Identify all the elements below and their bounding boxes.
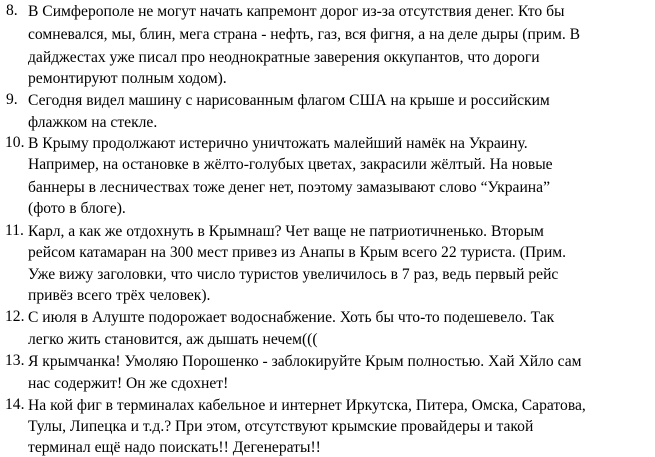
list-item-number: 13. bbox=[5, 352, 25, 369]
list-item-number: 14. bbox=[5, 396, 25, 413]
list-item-text-line: Карл, а как же отдохнуть в Крымнаш? Чет ваще не патриотичненько. Вторым bbox=[28, 223, 544, 240]
list-item-text-line: Сегодня видел машину с нарисованным флагом США на крыше и российским bbox=[28, 92, 550, 109]
list-item-text-line: ремонтируют полным ходом). bbox=[28, 70, 227, 87]
list-item-text-line: баннеры в лесничествах тоже денег нет, поэтому замазывают слово “Украина” bbox=[28, 179, 550, 196]
list-item-number: 10. bbox=[5, 134, 25, 151]
list-item-text-line: В Крыму продолжают истерично уничтожать малейший намёк на Украину. bbox=[28, 135, 528, 152]
list-item-text-line: легко жить становится, аж дышать нечем((( bbox=[28, 331, 318, 348]
list-item-text-line: сомневался, мы, блин, мега страна - нефть, газ, вся фигня, а на деле дыры (прим. В bbox=[28, 26, 581, 43]
list-item-text-line: терминал ещё надо поискать!! Дегенераты!! bbox=[28, 439, 321, 456]
list-item-text-line: С июля в Алуште подорожает водоснабжение. Хоть бы что-то подешевело. Так bbox=[28, 309, 555, 326]
list-item-number: 9. bbox=[6, 91, 18, 108]
list-item-number: 11. bbox=[5, 222, 24, 239]
list-item-text-line: привёз всего трёх человек). bbox=[28, 287, 211, 304]
list-item-text-line: флажком на стекле. bbox=[28, 114, 158, 131]
list-item-text-line: дайджестах уже писал про неоднократные заверения оккупантов, что дороги bbox=[28, 49, 540, 66]
list-item-text-line: Например, на остановке в жёлто-голубых цветах, закрасили жёлтый. На новые bbox=[28, 156, 553, 173]
list-item-text-line: (фото в блоге). bbox=[28, 200, 126, 217]
list-item-text-line: Тулы, Липецка и т.д.? При этом, отсутствуют крымские провайдеры и такой bbox=[28, 418, 534, 435]
list-item-text-line: рейсом катамаран на 300 мест привез из Анапы в Крым всего 22 туриста. (Прим. bbox=[28, 244, 567, 261]
list-item-text-line: В Симферополе не могут начать капремонт дорог из-за отсутствия денег. Кто бы bbox=[28, 3, 565, 20]
list-item-text-line: Я крымчанка! Умоляю Порошенко - заблокируйте Крым полностью. Хай Хйло сам bbox=[28, 353, 582, 370]
list-item-text-line: На кой фиг в терминалах кабельное и интернет Иркутска, Питера, Омска, Саратова, bbox=[28, 397, 586, 414]
list-item-text-line: Уже вижу заголовки, что число туристов увеличилось в 7 раз, ведь первый рейс bbox=[28, 266, 559, 283]
list-item-number: 12. bbox=[5, 308, 25, 325]
list-item-text-line: нас содержит! Он же сдохнет! bbox=[28, 375, 229, 392]
list-item-number: 8. bbox=[6, 2, 18, 19]
